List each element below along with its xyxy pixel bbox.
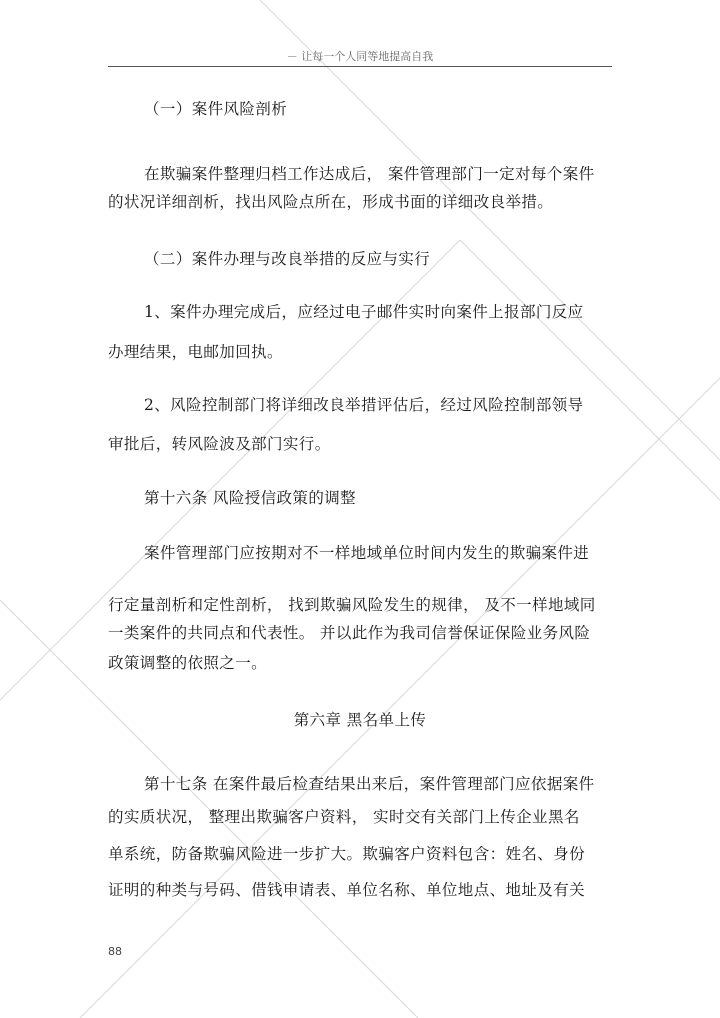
paragraph-line: 的状况详细剖析，找出风险点所在，形成书面的详细改良举措。 xyxy=(108,193,554,211)
chapter-title: 第六章 黑名单上传 xyxy=(293,711,427,729)
page-number: 88 xyxy=(108,945,122,958)
header-rule xyxy=(108,66,612,67)
section-heading-risk-analysis: （一）案件风险剖析 xyxy=(144,100,288,118)
page-header: － 让每一个人同等地提高自我 xyxy=(286,50,434,63)
section-heading-handling: （二）案件办理与改良举措的反应与实行 xyxy=(144,250,431,268)
paragraph-line: 第十七条 在案件最后检查结果出来后，案件管理部门应依据案件 xyxy=(144,775,595,793)
paragraph-line: 证明的种类与号码、借钱申请表、单位名称、单位地点、地址及有关 xyxy=(108,881,586,899)
paragraph-line: 政策调整的依照之一。 xyxy=(108,654,268,672)
article-heading-16: 第十六条 风险授信政策的调整 xyxy=(144,489,357,507)
paragraph-line: 在欺骗案件整理归档工作达成后， 案件管理部门一定对每个案件 xyxy=(144,165,595,183)
paragraph-line: 办理结果，电邮加回执。 xyxy=(108,343,283,361)
paragraph-line: 审批后，转风险波及部门实行。 xyxy=(108,435,331,453)
paragraph-line: 一类案件的共同点和代表性。 并以此作为我司信誉保证保险业务风险 xyxy=(108,624,591,642)
paragraph-line: 单系统，防备欺骗风险进一步扩大。欺骗客户资料包含：姓名、身份 xyxy=(108,845,586,863)
paragraph-line: 2、风险控制部门将详细改良举措评估后，经过风险控制部领导 xyxy=(144,396,584,414)
paragraph-line: 1、案件办理完成后，应经过电子邮件实时向案件上报部门反应 xyxy=(144,303,584,321)
paragraph-line: 的实质状况， 整理出欺骗客户资料， 实时交有关部门上传企业黑名 xyxy=(108,808,580,826)
paragraph-line: 案件管理部门应按期对不一样地域单位时间内发生的欺骗案件进 xyxy=(144,544,590,562)
paragraph-line: 行定量剖析和定性剖析， 找到欺骗风险发生的规律， 及不一样地域同 xyxy=(108,596,596,614)
